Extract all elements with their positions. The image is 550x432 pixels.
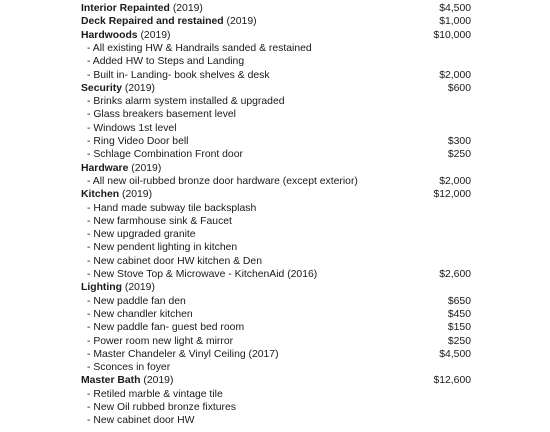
item-text: - All existing HW & Handrails sanded & restained xyxy=(87,42,312,54)
item-text: - Added HW to Steps and Landing xyxy=(87,56,245,68)
section-year: (2019) xyxy=(172,3,203,14)
section-year: (2019) xyxy=(143,375,174,387)
section-title: Hardware xyxy=(81,162,129,174)
section-heading-row xyxy=(0,15,550,28)
item-text: - New cabinet door HW kitchen & Den xyxy=(87,255,262,267)
amount: $650 xyxy=(447,295,471,307)
section-title: Master Bath xyxy=(81,375,141,387)
list-item xyxy=(0,135,550,148)
list-item xyxy=(0,175,550,188)
list-item xyxy=(0,414,550,427)
item-text: - New cabinet door HW xyxy=(87,415,195,427)
amount: $1,000 xyxy=(439,16,471,28)
list-item xyxy=(0,255,550,268)
section-label xyxy=(81,188,152,201)
amount: $600 xyxy=(447,82,471,94)
list-item xyxy=(0,95,550,108)
list-item xyxy=(0,55,550,68)
item-text: - New pendent lighting in kitchen xyxy=(87,242,238,254)
list-item xyxy=(0,202,550,215)
list-item xyxy=(0,401,550,414)
section-label xyxy=(81,82,155,95)
list-item xyxy=(0,108,550,121)
list-item xyxy=(0,268,550,281)
amount: $250 xyxy=(447,149,471,161)
list-item xyxy=(0,122,550,135)
section-year: (2019) xyxy=(226,16,257,28)
amount: $300 xyxy=(447,136,471,147)
section-year: (2019) xyxy=(140,29,171,41)
section-year: (2019) xyxy=(124,82,155,94)
section-label xyxy=(81,29,171,42)
section-title: Kitchen xyxy=(81,189,120,201)
item-text: - New farmhouse sink & Faucet xyxy=(87,215,232,227)
section-year: (2019) xyxy=(131,162,162,174)
list-item xyxy=(0,308,550,321)
item-text: - New paddle fan den xyxy=(87,295,186,307)
item-text: - Built in- Landing- book shelves & desk xyxy=(87,69,270,81)
item-text: - New chandler kitchen xyxy=(87,308,193,320)
item-text: - New upgraded granite xyxy=(87,229,196,241)
item-text: - Glass breakers basement level xyxy=(87,109,236,121)
item-text: - New paddle fan- guest bed room xyxy=(87,322,245,334)
section-year: (2019) xyxy=(122,189,153,201)
item-text: - New Stove Top & Microwave - KitchenAid (2016) xyxy=(87,269,318,280)
section-heading-row xyxy=(0,281,550,294)
list-item xyxy=(0,69,550,82)
item-text: - Windows 1st level xyxy=(87,122,177,134)
amount: $150 xyxy=(447,322,471,334)
item-text: - Hand made subway tile backsplash xyxy=(87,202,257,214)
list-item xyxy=(0,335,550,348)
section-label xyxy=(81,281,155,294)
section-heading-row xyxy=(0,2,550,15)
section-label xyxy=(81,2,203,15)
section-title: Interior Repainted xyxy=(81,3,170,14)
amount: $10,000 xyxy=(433,29,471,41)
item-text: - Brinks alarm system installed & upgraded xyxy=(87,96,285,108)
section-title: Lighting xyxy=(81,282,122,294)
section-heading-row xyxy=(0,374,550,387)
section-heading-row xyxy=(0,162,550,175)
section-label xyxy=(81,374,173,387)
list-item xyxy=(0,388,550,401)
amount: $250 xyxy=(447,335,471,347)
item-text: - Retiled marble & vintage tile xyxy=(87,388,223,400)
section-title: Deck Repaired and restained xyxy=(81,16,224,28)
item-text: - Power room new light & mirror xyxy=(87,335,234,347)
section-label xyxy=(81,15,257,28)
list-item xyxy=(0,148,550,161)
amount: $4,500 xyxy=(439,3,471,14)
list-item xyxy=(0,42,550,55)
item-text: - Sconces in foyer xyxy=(87,362,171,374)
list-item xyxy=(0,321,550,334)
list-item xyxy=(0,228,550,241)
item-text: - Schlage Combination Front door xyxy=(87,149,243,161)
list-item xyxy=(0,241,550,254)
section-heading-row xyxy=(0,82,550,95)
section-year: (2019) xyxy=(124,282,155,294)
amount: $12,600 xyxy=(433,375,471,387)
section-heading-row xyxy=(0,188,550,201)
amount: $2,600 xyxy=(439,269,471,280)
item-text: - Ring Video Door bell xyxy=(87,136,189,147)
amount: $12,000 xyxy=(433,189,471,201)
item-text: - All new oil-rubbed bronze door hardware (except exterior) xyxy=(87,175,358,187)
item-text: - Master Chandeler & Vinyl Ceiling (2017) xyxy=(87,348,279,360)
list-item xyxy=(0,348,550,361)
amount: $2,000 xyxy=(439,69,471,81)
section-title: Security xyxy=(81,82,123,94)
amount: $450 xyxy=(447,308,471,320)
list-item xyxy=(0,361,550,374)
item-text: - New Oil rubbed bronze fixtures xyxy=(87,402,236,413)
amount: $2,000 xyxy=(439,175,471,187)
section-heading-row xyxy=(0,29,550,42)
section-label xyxy=(81,162,161,175)
amount: $4,500 xyxy=(439,348,471,360)
list-item xyxy=(0,215,550,228)
list-item xyxy=(0,295,550,308)
section-title: Hardwoods xyxy=(81,29,138,41)
